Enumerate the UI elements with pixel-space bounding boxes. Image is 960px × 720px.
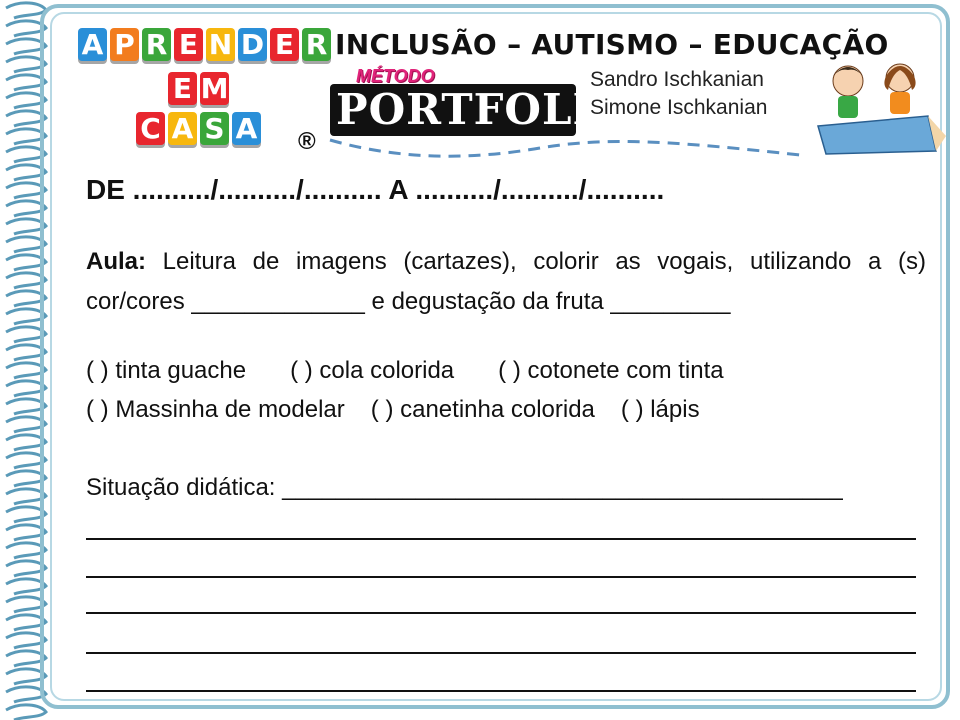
- brand-letter-block: R: [302, 28, 331, 61]
- options-row: [86, 396, 724, 424]
- situacao-label: Situação didática:: [86, 474, 276, 501]
- situacao-blank[interactable]: __________________________________________: [282, 474, 843, 501]
- writing-line[interactable]: [86, 612, 916, 614]
- spiral-coil-icon: [6, 705, 46, 720]
- brand-letter-block: R: [142, 28, 171, 61]
- options-row: [86, 357, 748, 385]
- portfolio-logo-text: PORTFOLIO: [336, 85, 631, 134]
- registered-mark: ®: [298, 128, 316, 155]
- brand-word-em: [168, 72, 229, 105]
- aula-paragraph: [86, 242, 926, 322]
- brand-letter-block: D: [238, 28, 267, 61]
- writing-line[interactable]: [86, 690, 916, 692]
- aula-label: Aula:: [86, 248, 146, 275]
- brand-letter-block: N: [206, 28, 235, 61]
- author-name: Simone Ischkanian: [590, 96, 768, 119]
- author-name: Sandro Ischkanian: [590, 68, 764, 91]
- dashed-trail-icon: [320, 120, 820, 170]
- brand-letter-block: E: [168, 72, 197, 105]
- brand-letter-block: E: [270, 28, 299, 61]
- header-title: INCLUSÃO – AUTISMO – EDUCAÇÃO: [335, 28, 889, 61]
- brand-letter-block: A: [78, 28, 107, 61]
- brand-letter-block: A: [232, 112, 261, 145]
- brand-letter-block: P: [110, 28, 139, 61]
- writing-line[interactable]: [86, 652, 916, 654]
- option-tinta-guache[interactable]: ( ) tinta guache: [86, 357, 247, 384]
- option-canetinha[interactable]: ( ) canetinha colorida: [370, 396, 595, 423]
- brand-letter-block: E: [174, 28, 203, 61]
- kids-pencil-illustration-icon: [808, 56, 948, 156]
- brand-word-casa: [136, 112, 261, 145]
- writing-line[interactable]: [86, 576, 916, 578]
- option-lapis[interactable]: ( ) lápis: [620, 396, 700, 423]
- option-cotonete[interactable]: ( ) cotonete com tinta: [498, 357, 724, 384]
- brand-word-aprender: [78, 28, 331, 61]
- brand-letter-block: S: [200, 112, 229, 145]
- metodo-label: MÉTODO: [356, 66, 435, 86]
- aula-text: Leitura de imagens (cartazes), colorir as vogais, utilizando a (s) cor/cores _____________ e degustação da fruta _________: [86, 248, 926, 315]
- situacao-line: [86, 474, 843, 502]
- brand-letter-block: C: [136, 112, 165, 145]
- date-line: DE ........../........../.......... A ........../........../..........: [86, 174, 665, 205]
- brand-letter-block: M: [200, 72, 229, 105]
- brand-letter-block: A: [168, 112, 197, 145]
- option-massinha[interactable]: ( ) Massinha de modelar: [86, 396, 345, 423]
- option-cola-colorida[interactable]: ( ) cola colorida: [290, 357, 455, 384]
- writing-line[interactable]: [86, 538, 916, 540]
